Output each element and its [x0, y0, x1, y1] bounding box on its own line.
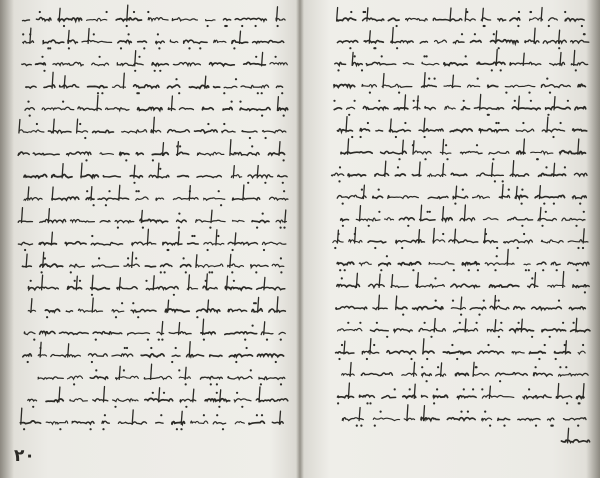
left-page-line-19	[20, 408, 283, 430]
left-page-line-1	[23, 5, 286, 27]
left-page-line-13	[28, 274, 285, 296]
right-page	[300, 0, 600, 478]
right-page-line-18	[337, 383, 584, 405]
right-page-line-12	[337, 249, 589, 271]
right-page-line-9	[337, 185, 586, 205]
right-page-line-6	[337, 117, 586, 138]
right-page-line-14	[336, 295, 586, 316]
left-page-line-3	[22, 51, 288, 72]
left-page-line-9	[24, 185, 288, 206]
left-page-line-17	[38, 364, 285, 385]
right-page-line-2	[337, 28, 588, 50]
left-page-line-4	[26, 72, 284, 94]
left-page-line-12	[22, 252, 284, 273]
right-page-line-19	[342, 405, 586, 427]
left-page-line-5	[25, 95, 288, 116]
right-page-line-15	[338, 318, 590, 338]
right-page-line-4	[334, 73, 585, 94]
right-page-line-20	[561, 428, 589, 443]
left-page-line-11	[18, 229, 286, 251]
left-page-line-18	[28, 387, 288, 408]
right-page-handwriting	[300, 0, 600, 478]
right-page-line-10	[341, 205, 585, 227]
left-page-line-10	[18, 208, 286, 229]
right-page-line-3	[335, 50, 588, 72]
left-page-line-15	[24, 319, 285, 341]
right-page-line-17	[342, 362, 589, 382]
right-page-line-1	[337, 8, 584, 28]
left-page-line-2	[22, 28, 284, 49]
left-page-line-6	[19, 117, 286, 139]
right-page-line-5	[333, 94, 585, 116]
right-page-line-8	[332, 161, 588, 183]
left-page-line-7	[18, 140, 285, 162]
right-page-line-13	[337, 272, 589, 294]
right-page-line-16	[336, 339, 586, 361]
right-page-line-7	[341, 139, 586, 160]
left-page-line-16	[23, 342, 284, 363]
right-page-line-11	[333, 228, 588, 250]
left-page-line-14	[28, 297, 285, 319]
page-number: ٢٠	[14, 446, 35, 466]
left-page-line-8	[24, 163, 287, 184]
